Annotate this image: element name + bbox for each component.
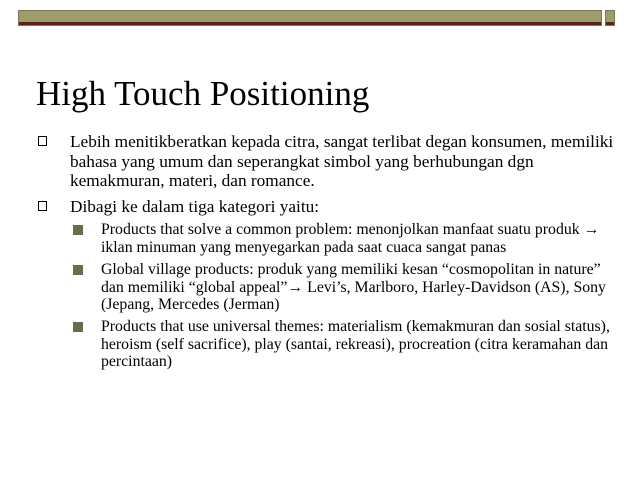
sub-bullet-item <box>67 221 613 256</box>
header-bar-olive-band <box>19 11 601 22</box>
filled-square-bullet-icon <box>73 225 83 235</box>
bullet-text: Lebih menitikberatkan kepada citra, sangat terlibat degan konsumen, memiliki bahasa yang umum dan seperangkat simbol yang berhubungan dgn kemakmuran, materi, dan romance. <box>70 132 614 191</box>
corner-block-olive-band <box>606 11 614 22</box>
hollow-square-bullet-icon <box>38 201 47 211</box>
sub-bullet-item <box>67 261 613 313</box>
bullet-item <box>36 197 616 371</box>
header-decorative-bar <box>18 10 602 26</box>
filled-square-bullet-icon <box>73 322 83 332</box>
bullet-list <box>36 132 616 377</box>
header-bar-maroon-band <box>19 22 601 25</box>
sub-bullet-text: Global village products: produk yang memiliki kesan “cosmopolitan in nature” dan memiliki “global appeal”→ Levi’s, Marlboro, Harley-Davidson (AS), Sony (Jepang, Mercedes (Jerman) <box>101 261 606 313</box>
bullet-item <box>36 132 616 191</box>
sub-bullet-text: Products that solve a common problem: menonjolkan manfaat suatu produk → iklan minuman yang menyegarkan pada saat cuaca sangat panas <box>101 221 600 256</box>
sub-bullet-item <box>67 318 613 370</box>
sub-bullet-text: Products that use universal themes: materialism (kemakmuran dan sosial status), heroism (self sacrifice), play (santai, rekreasi), procreation (citra keramahan dan percintaan) <box>101 318 610 371</box>
slide-title: High Touch Positioning <box>36 74 370 113</box>
header-corner-block <box>605 10 615 26</box>
sub-bullet-list <box>67 221 613 370</box>
hollow-square-bullet-icon <box>38 136 47 146</box>
filled-square-bullet-icon <box>73 265 83 275</box>
bullet-text: Dibagi ke dalam tiga kategori yaitu: <box>70 196 320 216</box>
corner-block-maroon-band <box>606 22 614 25</box>
